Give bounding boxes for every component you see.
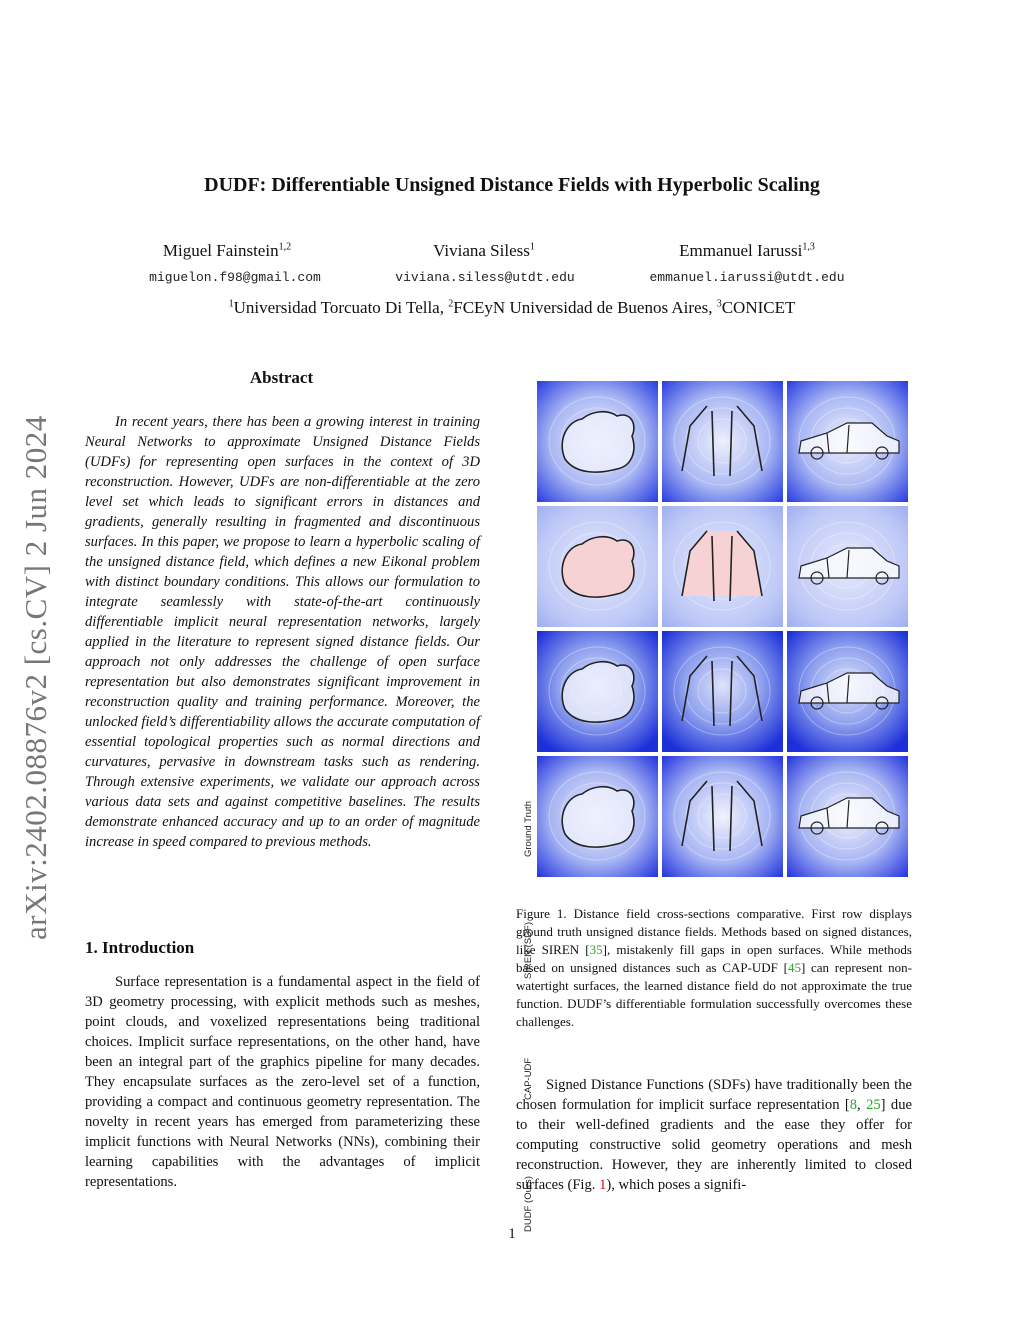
row-label: CAP-UDF xyxy=(523,1057,534,1100)
body-text: Signed Distance Functions (SDFs) have traditionally been the chosen formulation for implicit surface representation [ xyxy=(516,1077,912,1113)
author-name: Viviana Siless xyxy=(433,241,530,260)
citation-link[interactable]: 35 xyxy=(589,942,603,957)
arxiv-identifier: arXiv:2402.08876v2 [cs.CV] 2 Jun 2024 xyxy=(18,415,53,940)
abstract-heading: Abstract xyxy=(249,368,314,387)
affil-sup: 2 xyxy=(448,298,454,310)
field-background xyxy=(662,756,783,877)
figure-caption xyxy=(516,905,912,1031)
field-cell-r2-c1 xyxy=(537,506,658,627)
author-3 xyxy=(597,241,897,261)
caption-text: ], mistakenly fill gaps in open surfaces. While methods based on unsigned distances such as CAP-UDF [ xyxy=(516,942,912,975)
author-sup: 1,2 xyxy=(278,241,292,253)
field-cell-r3-c2 xyxy=(662,631,783,752)
field-cell-r1-c3 xyxy=(787,381,908,502)
author-sup: 1,3 xyxy=(802,241,815,253)
body-text: ] due to their well-defined gradients and the ease they offer for computing constructive solid geometry operations and mesh reconstruction. However, they are inherently limited to closed surfaces (Fig. xyxy=(516,1097,912,1193)
author-2 xyxy=(334,241,634,261)
field-cell-r4-c2 xyxy=(662,756,783,877)
affil-name: Universidad Torcuato Di Tella, xyxy=(233,298,449,317)
author-2-email: viviana.siless@utdt.edu xyxy=(395,270,575,285)
caption-text: Figure 1. Distance field cross-sections comparative. First row displays ground truth unsigned distance fields. Methods based on signed distances, like SIREN [ xyxy=(516,906,912,957)
field-cell-r4-c1 xyxy=(537,756,658,877)
author-1-email: miguelon.f98@gmail.com xyxy=(149,270,321,285)
body-text: , xyxy=(857,1097,867,1113)
author-sup: 1 xyxy=(529,241,535,253)
introduction-text xyxy=(85,972,480,1192)
affil-name: FCEyN Universidad de Buenos Aires, xyxy=(453,298,717,317)
row-label: SIREN (SDF) xyxy=(523,922,534,979)
figure-link[interactable]: 1 xyxy=(599,1177,607,1193)
affil-sup: 1 xyxy=(228,298,234,310)
paper-title: DUDF: Differentiable Unsigned Distance Fields with Hyperbolic Scaling xyxy=(204,174,820,196)
row-label: DUDF (Ours) xyxy=(523,1176,534,1232)
field-cell-r1-c1 xyxy=(537,381,658,502)
author-3-email: emmanuel.iarussi@utdt.edu xyxy=(649,270,845,285)
citation-link[interactable]: 45 xyxy=(787,960,801,975)
author-1 xyxy=(77,241,377,261)
caption-text: ] can represent non-watertight surfaces, the learned distance field do not approximate the true function. DUDF’s differentiable formulation successfully overcomes these challenges. xyxy=(516,960,912,1029)
affiliations xyxy=(0,298,1024,318)
intro-paragraph: Surface representation is a fundamental aspect in the field of 3D geometry processing, with explicit methods such as meshes, point clouds, and voxelized representations being traditional choices. Implicit surface representations, on the other hand, have been an integral part of the graphics pipeline for many decades. They encapsulate surfaces as the zero-level set of a function, providing a compact and continuous geometry representation. The novelty in recent years has emerged from parameterizing these implicit functions with Neural Networks (NNs), combining their learning capabilities with the advantages of implicit representations. xyxy=(85,974,480,1190)
field-cell-r2-c2 xyxy=(662,506,783,627)
right-column-text xyxy=(516,1075,912,1195)
body-paragraph xyxy=(516,1075,912,1195)
abstract-text xyxy=(85,412,480,852)
field-background xyxy=(662,381,783,502)
body-text: ), which poses a signifi- xyxy=(606,1177,747,1193)
field-cell-r3-c3 xyxy=(787,631,908,752)
citation-link[interactable]: 8 xyxy=(849,1097,858,1113)
author-name: Miguel Fainstein xyxy=(162,241,279,260)
distance-field-grid xyxy=(514,381,914,886)
field-cell-r4-c3 xyxy=(787,756,908,877)
affil-name: CONICET xyxy=(721,298,796,317)
field-background xyxy=(662,631,783,752)
page-number: 1 xyxy=(508,1226,516,1242)
citation-link[interactable]: 25 xyxy=(866,1097,881,1113)
row-label: Ground Truth xyxy=(523,801,534,857)
section-heading: 1. Introduction xyxy=(85,938,195,957)
field-cell-r1-c2 xyxy=(662,381,783,502)
author-name: Emmanuel Iarussi xyxy=(679,241,803,260)
abstract-paragraph: In recent years, there has been a growing interest in training Neural Networks to approximate Unsigned Distance Fields (UDFs) for representing open surfaces in the context of 3D reconstruction. However, UDFs are non-differentiable at the zero level set which leads to significant errors in distances and gradients, generally resulting in fragmented and discontinuous surfaces. In this paper, we propose to learn a hyperbolic scaling of the unsigned distance field, which defines a new Eikonal problem with distinct boundary conditions. This allows our formulation to integrate seamlessly with state-of-the-art continuously differentiable implicit neural representation networks, largely applied in the literature to represent signed distance fields. Our approach not only addresses the challenge of open surface representation but also demonstrates significant improvement in reconstruction quality and training performance. Moreover, the unlocked field’s differentiability allows the accurate computation of essential topological properties such as normal directions and curvatures, pervasive in downstream tasks such as rendering. Through extensive experiments, we validate our approach across various data sets and against competitive baselines. The results demonstrate enhanced accuracy and up to an order of magnitude increase in speed compared to previous methods. xyxy=(85,414,480,850)
field-cell-r2-c3 xyxy=(787,506,908,627)
affil-sup: 3 xyxy=(716,298,722,310)
field-cell-r3-c1 xyxy=(537,631,658,752)
